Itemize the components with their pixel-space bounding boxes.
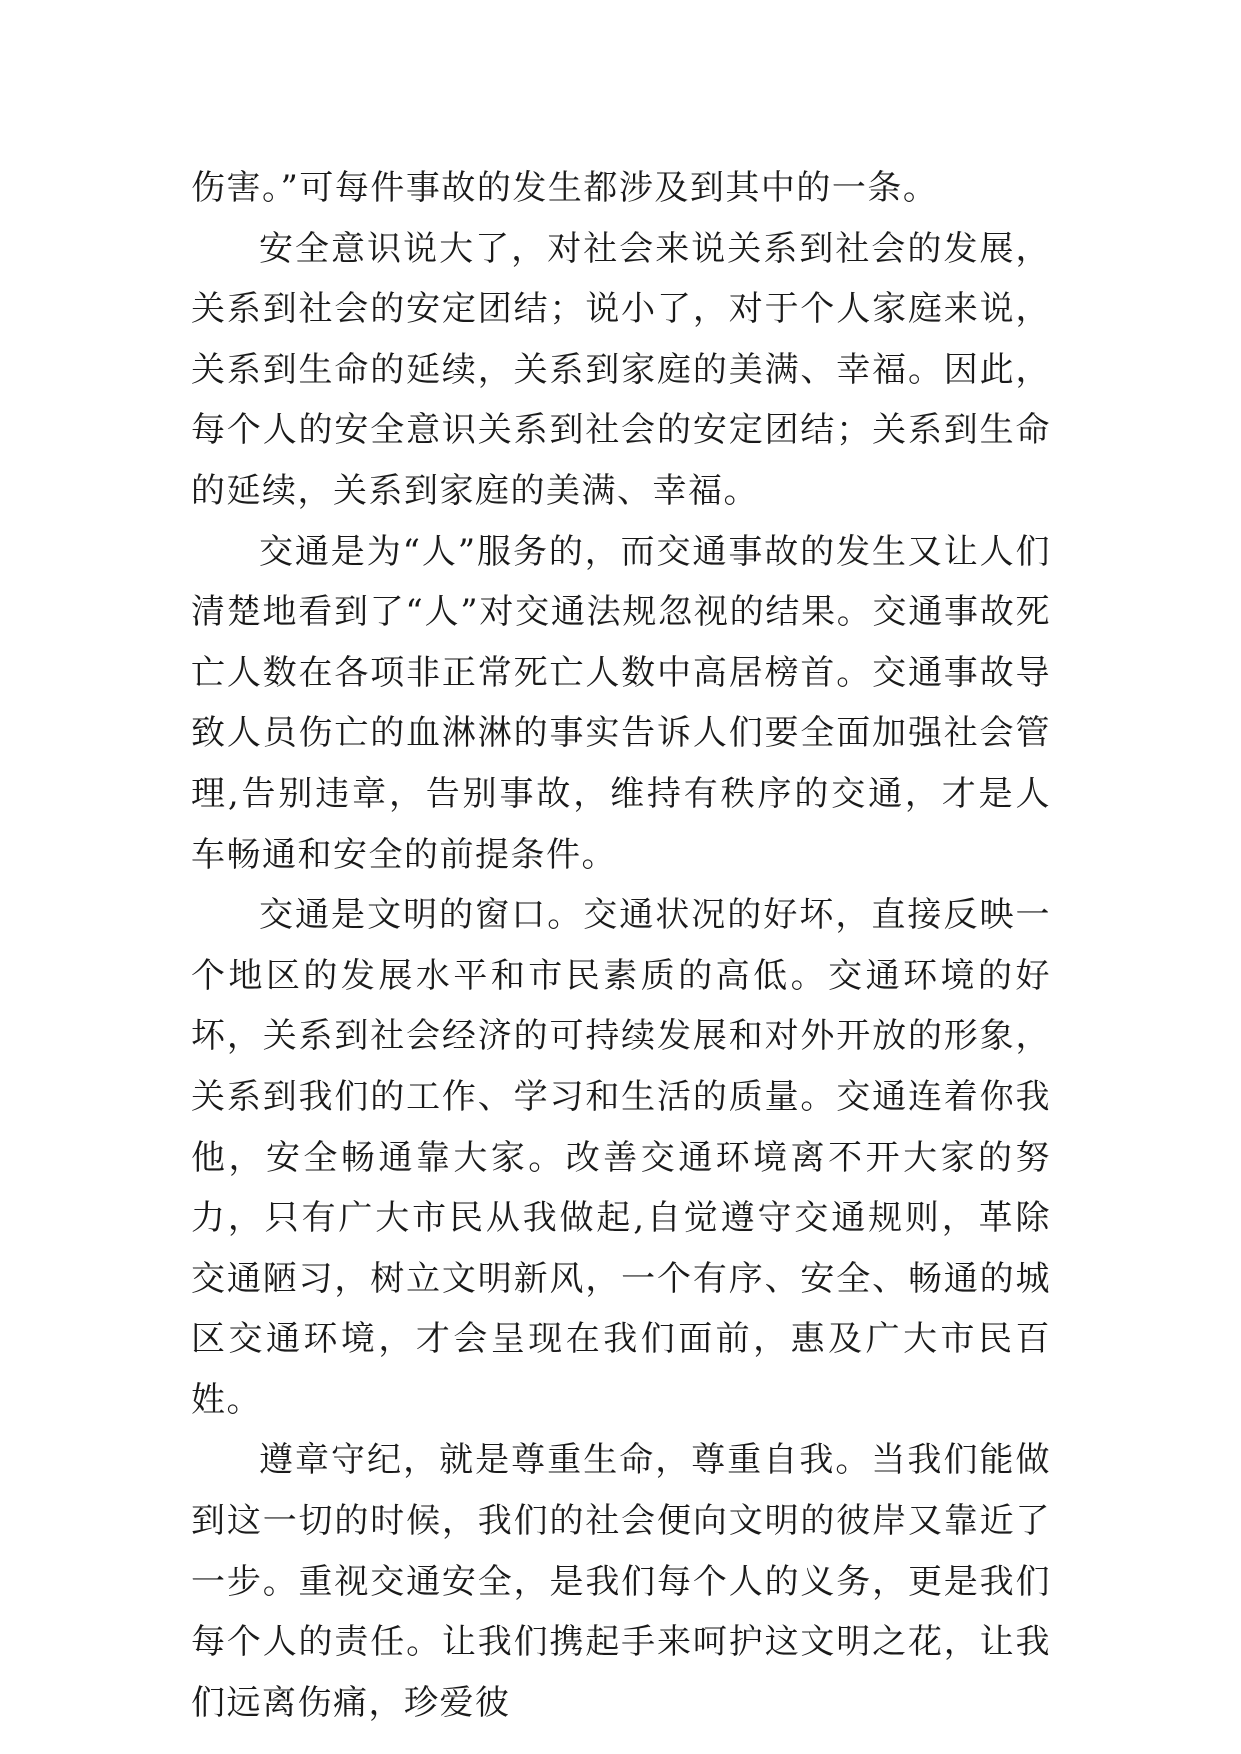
paragraph-traffic-serves-people: 交通是为“人”服务的，而交通事故的发生又让人们清楚地看到了“人”对交通法规忽视的结果。交通事故死亡人数在各项非正常死亡人数中高居榜首。交通事故导致人员伤亡的血淋淋的事实告诉人们要全面加强社会管理,告别违章，告别事故，维持有秩序的交通，才是人车畅通和安全的前提条件。 [191,531,1051,875]
paragraph-traffic-civilization-window: 交通是文明的窗口。交通状况的好坏，直接反映一个地区的发展水平和市民素质的高低。交通环境的好坏，关系到社会经济的可持续发展和对外开放的形象，关系到我们的工作、学习和生活的质量。交通连着你我他，安全畅通靠大家。改善交通环境离不开大家的努力，只有广大市民从我做起,自觉遵守交通规则，革除交通陋习，树立文明新风，一个有序、安全、畅通的城区交通环境，才会呈现在我们面前，惠及广大市民百姓。 [191,895,1051,1420]
document-body [191,158,1051,1733]
paragraph-safety-awareness: 安全意识说大了，对社会来说关系到社会的发展，关系到社会的安定团结；说小了，对于个人家庭来说，关系到生命的延续，关系到家庭的美满、幸福。因此，每个人的安全意识关系到社会的安定团结；关系到生命的延续，关系到家庭的美满、幸福。 [191,228,1051,511]
paragraph-obey-rules: 遵章守纪，就是尊重生命，尊重自我。当我们能做到这一切的时候，我们的社会便向文明的彼岸又靠近了一步。重视交通安全，是我们每个人的义务，更是我们每个人的责任。让我们携起手来呵护这文明之花，让我们远离伤痛，珍爱彼 [191,1440,1051,1723]
paragraph-continuation: 伤害。”可每件事故的发生都涉及到其中的一条。 [191,168,939,208]
